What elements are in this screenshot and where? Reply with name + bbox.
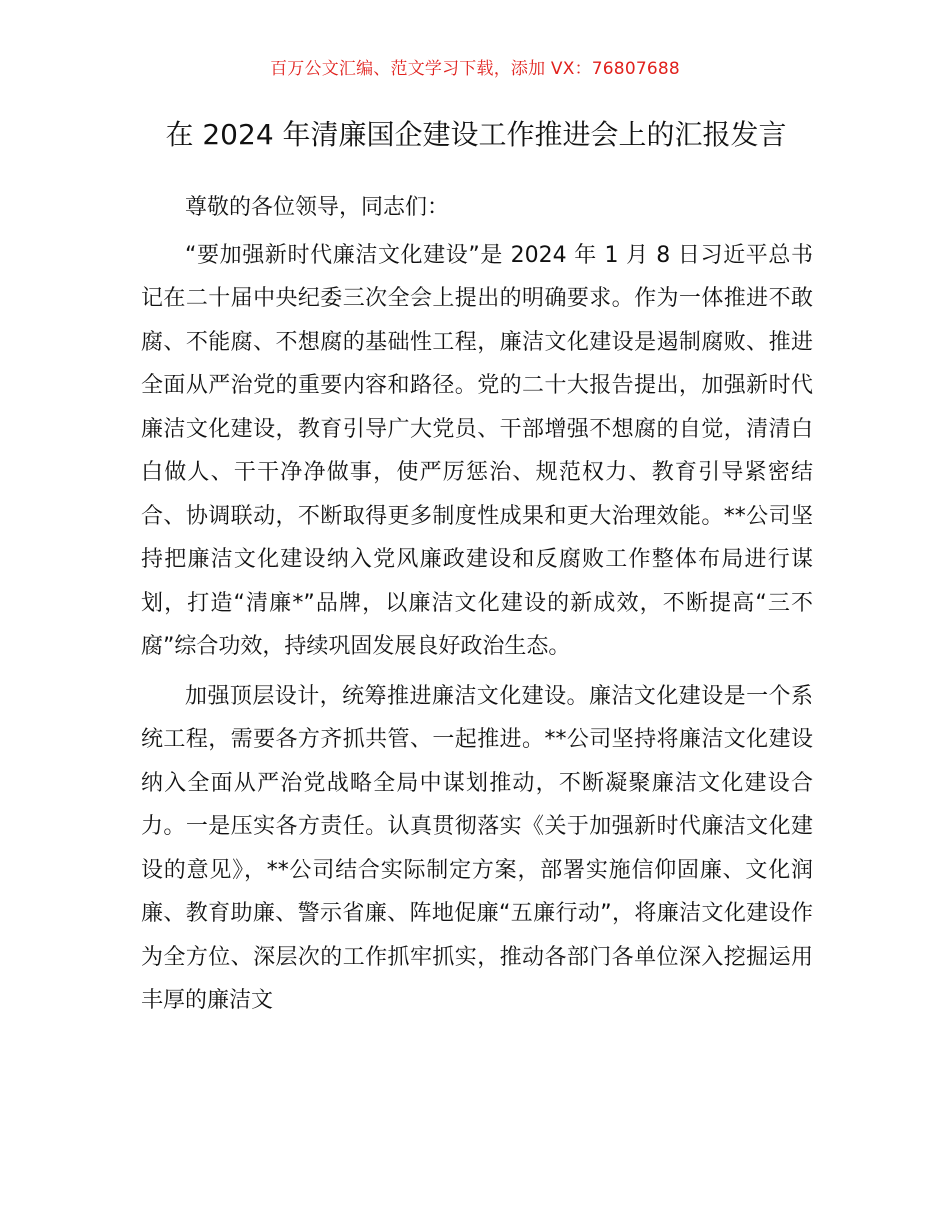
paragraph: “要加强新时代廉洁文化建设”是 2024 年 1 月 8 日习近平总书记在二十届中央纪委三次全会上提出的明确要求。作为一体推进不敢腐、不能腐、不想腐的基础性工程，廉洁文化建设是遏制腐败、推进全面从严治党的重要内容和路径。党的二十大报告提出，加强新时代廉洁文化建设，教育引导广大党员、干部增强不想腐的自觉，清清白白做人、干干净净做事，使严厉惩治、规范权力、教育引导紧密结合、协调联动，不断取得更多制度性成果和更大治理效能。**公司坚持把廉洁文化建设纳入党风廉政建设和反腐败工作整体布局进行谋划，打造“清廉*”品牌，以廉洁文化建设的新成效，不断提高“三不腐”综合功效，持续巩固发展良好政治生态。 [141,242,813,659]
document-title: 在 2024 年清廉国企建设工作推进会上的汇报发言 [165,118,787,151]
paragraph: 加强顶层设计，统筹推进廉洁文化建设。廉洁文化建设是一个系统工程，需要各方齐抓共管、一起推进。**公司坚持将廉洁文化建设纳入全面从严治党战略全局中谋划推动，不断凝聚廉洁文化建设合力。一是压实各方责任。认真贯彻落实《关于加强新时代廉洁文化建设的意见》，**公司结合实际制定方案，部署实施信仰固廉、文化润廉、教育助廉、警示省廉、阵地促廉“五廉行动”，将廉洁文化建设作为全方位、深层次的工作抓牢抓实，推动各部门各单位深入挖掘运用丰厚的廉洁文 [141,683,813,1013]
salutation: 尊敬的各位领导，同志们： [185,195,450,220]
document-body [141,186,813,1023]
header-watermark-note: 百万公文汇编、范文学习下载，添加 VX：76807688 [270,59,680,79]
